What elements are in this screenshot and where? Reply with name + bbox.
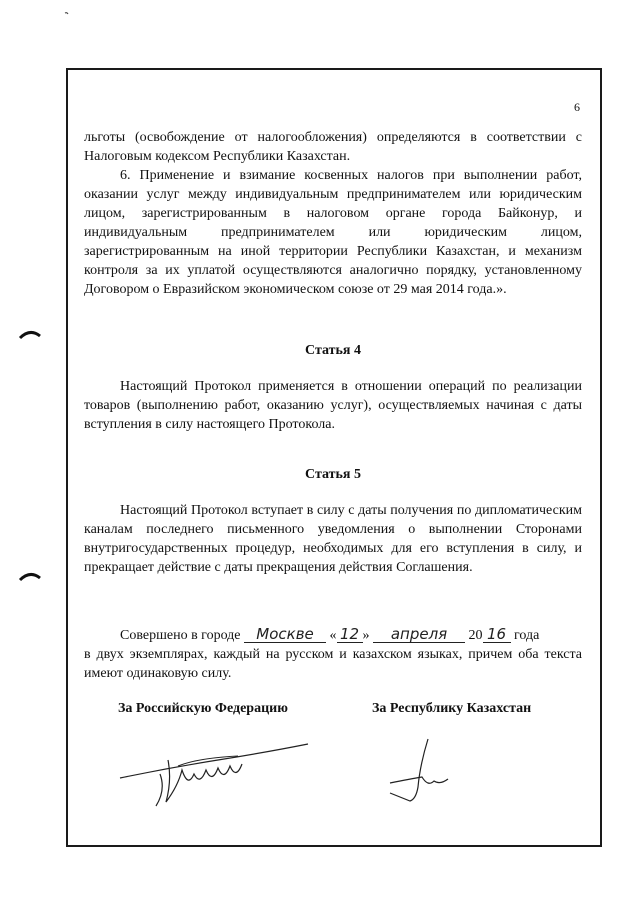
signing-rest: в двух экземплярах, каждый на русском и казахском языках, причем оба текста имеют одинаковую силу. xyxy=(84,647,582,681)
year-word: года xyxy=(514,628,540,643)
quote-close: » xyxy=(362,628,370,643)
article-4-text: Настоящий Протокол применяется в отношении операций по реализации товаров (выполнению работ, оказанию услуг), осуществляемых начиная с даты вступления в силу настоящего Протокола. xyxy=(84,379,582,432)
year-prefix: 20 xyxy=(468,628,483,643)
quote-open: « xyxy=(329,628,337,643)
signing-prefix: Совершено в городе xyxy=(120,628,241,643)
punch-mark-upper xyxy=(18,326,42,342)
signing-line xyxy=(84,626,582,683)
punch-mark-lower xyxy=(18,568,42,584)
signing-day: 12 xyxy=(337,627,363,643)
scan-mark-top xyxy=(62,10,72,20)
signing-month: апреля xyxy=(373,627,465,643)
signing-place-date xyxy=(84,626,582,645)
signature-left xyxy=(108,730,318,810)
paragraph-continuation: льготы (освобождение от налогообложения) определяются в соответствии с Налоговым кодексом Республики Казахстан. xyxy=(84,130,582,164)
signing-year-suffix: 16 xyxy=(483,627,511,643)
signatory-right-label: За Республику Казахстан xyxy=(372,701,532,716)
article-5-text: Настоящий Протокол вступает в силу с даты получения по дипломатическим каналам последнего письменного уведомления о выполнении Сторонами внутригосударственных процедур, необходимых для его вступления в силу, и прекращает действие с даты прекращения действия Соглашения. xyxy=(84,503,582,575)
signing-city: Москве xyxy=(244,627,326,643)
article-5-heading: Статья 5 xyxy=(305,467,361,482)
signatory-left-label: За Российскую Федерацию xyxy=(118,701,288,716)
paragraph-item-6: 6. Применение и взимание косвенных налогов при выполнении работ, оказании услуг между индивидуальным предпринимателем или юридическим лицом, зарегистрированным в налоговом органе города Байконур, и индивидуальным предпринимателем или юридическим лицом, зарегистрированным на иной территории Республики Казахстан, и механизм контроля за их уплатой осуществляются аналогично порядку, установленному Договором о Евразийском экономическом союзе от 29 мая 2014 года.». xyxy=(84,168,582,297)
article-4-heading: Статья 4 xyxy=(305,343,361,358)
page-number: 6 xyxy=(574,100,580,114)
signature-right xyxy=(370,735,470,805)
